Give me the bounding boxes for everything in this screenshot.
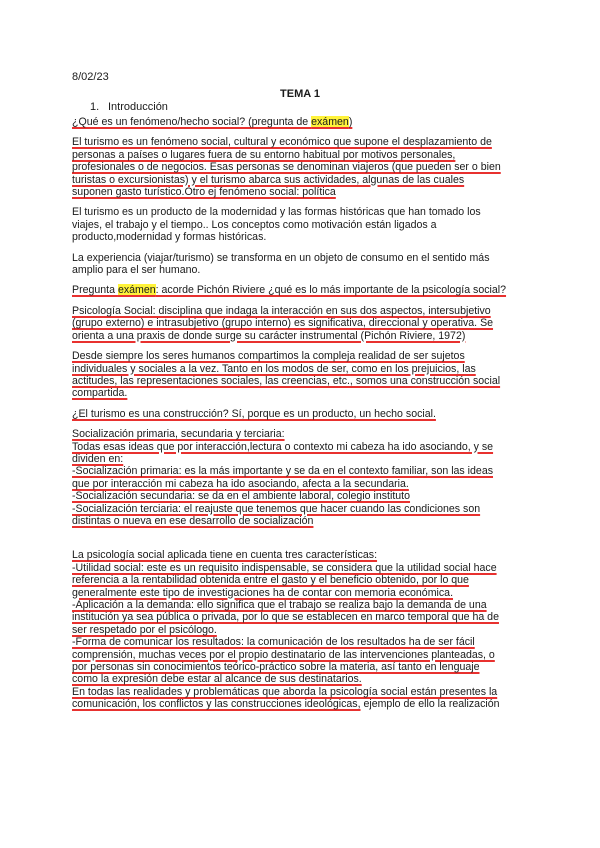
date-text: 8/02/23 bbox=[72, 71, 109, 83]
text-line: -Socialización terciaria: el reajuste que tenemos que hacer cuando las condiciones son bbox=[72, 502, 481, 515]
highlight-examen: exámen bbox=[311, 116, 349, 128]
question-2 bbox=[72, 284, 524, 296]
paragraph-construccion bbox=[72, 408, 524, 420]
text-line: -Socialización secundaria: se da en el ambiente laboral, colegio instituto bbox=[72, 490, 411, 503]
text-line: orienta a una praxis de donde surge su carácter instrumental (Pichón Riviere, 1972) bbox=[72, 329, 466, 342]
text-line: Desde siempre los seres humanos compartimos la compleja realidad de ser sujetos bbox=[72, 350, 465, 363]
highlight-examen: exámen bbox=[117, 284, 156, 297]
section-number: 1. bbox=[90, 101, 100, 113]
underlined-text: comunicación, los conflictos y las construcciones ideológicas, bbox=[72, 698, 361, 711]
paragraph-modernidad bbox=[72, 206, 524, 243]
text-line: actitudes, las representaciones sociales, las creencias, etc., somos una construcción social bbox=[72, 374, 501, 387]
question-1-text: ¿Qué es un fenómeno/hecho social? (pregunta de bbox=[72, 116, 312, 128]
paragraph-turismo-definicion bbox=[72, 136, 524, 198]
text-line: dividen en: bbox=[72, 452, 124, 465]
text-line: ser respetado por el psicólogo. bbox=[72, 623, 217, 636]
text-line: como la expresión debe estar al alcance de sus destinatarios. bbox=[72, 673, 362, 686]
text-line: (grupo externo) e intrasubjetivo (grupo interno) es significativa, direccional y operativa. Se bbox=[72, 317, 494, 330]
text-line: suponen gasto turístico.Otro ej fenómeno social: política bbox=[72, 186, 336, 199]
text-line: Todas esas ideas que por interacción,lectura o contexto mi cabeza ha ido asociando, y se bbox=[72, 440, 494, 453]
text-line: -Forma de comunicar los resultados: la comunicación de los resultados ha de ser fácil bbox=[72, 636, 475, 649]
text-line: profesionales o de negocios. Esas personas se denominan viajeros (que pueden ser o bien bbox=[72, 161, 501, 174]
question-1 bbox=[72, 116, 524, 128]
text-line: Psicología Social: disciplina que indaga la interacción en sus dos aspectos, intersubjetivo bbox=[72, 304, 491, 317]
plain-text: ejemplo de ello la realización bbox=[360, 698, 500, 711]
document-body bbox=[72, 116, 524, 719]
text-line: referencia a la rentabilidad obtenida entre el gasto y el beneficio obtenido, por lo que bbox=[72, 574, 469, 587]
section-heading bbox=[90, 101, 168, 113]
text-line: comprensión, muchas veces por el propio destinatario de las intervenciones planteadas, o bbox=[72, 648, 495, 661]
paragraph-socializacion bbox=[72, 428, 524, 527]
text-line: amplio para el ser humano. bbox=[72, 264, 201, 277]
text-line: La psicología social aplicada tiene en cuenta tres características: bbox=[72, 549, 378, 562]
text-line: que por interacción mi cabeza ha ido asociando, afecta a la secundaria. bbox=[72, 477, 409, 490]
text-line: individuales y sociales a la vez. Tanto en los modos de ser, como en los prejuicios, las bbox=[72, 362, 476, 375]
text-line: -Utilidad social: este es un requisito indispensable, se considera que la utilidad social hace bbox=[72, 561, 497, 574]
text-line: El turismo es un fenómeno social, cultural y económico que supone el desplazamiento de bbox=[72, 136, 492, 149]
paragraph-seres-humanos bbox=[72, 350, 524, 400]
text-line: viajes, el trabajo y el tiempo.. Los conceptos como motivación están ligados a bbox=[72, 218, 437, 231]
text-line: turistas o excursionistas) y el turismo abarca sus actividades, algunas de las cuales bbox=[72, 173, 465, 186]
text-line: -Socialización primaria: es la más importante y se da en el contexto familiar, son las ideas bbox=[72, 465, 494, 478]
paragraph-psicologia-social bbox=[72, 305, 524, 342]
section-label: Introducción bbox=[108, 101, 168, 113]
text-line: distintas o nueva en ese desarrollo de socialización bbox=[72, 514, 314, 527]
paragraph-experiencia bbox=[72, 252, 524, 277]
text-line: compartida. bbox=[72, 387, 128, 400]
text-line: La experiencia (viajar/turismo) se transforma en un objeto de consumo en el sentido más bbox=[72, 251, 490, 264]
text-line: por personas sin conocimientos teórico-práctico sobre la materia, así tanto en lenguaje bbox=[72, 661, 480, 674]
text-line-last bbox=[72, 698, 524, 710]
text-line: -Aplicación a la demanda: ello significa que el trabajo se realiza bajo la demanda de una bbox=[72, 599, 487, 611]
text-line: institución ya sea pública o privada, por lo que se establecen en marco temporal que ha de bbox=[72, 611, 499, 624]
text-line: ¿El turismo es una construcción? Sí, porque es un producto, un hecho social. bbox=[72, 407, 436, 420]
question-2-end: : acorde Pichón Riviere ¿qué es lo más importante de la psicología social? bbox=[155, 284, 507, 297]
text-line: En todas las realidades y problemáticas que aborda la psicología social están presentes la bbox=[72, 685, 498, 698]
document-title: TEMA 1 bbox=[280, 88, 320, 100]
text-line: El turismo es un producto de la modernidad y las formas históricas que han tomado los bbox=[72, 206, 481, 219]
text-line: Socialización primaria, secundaria y terciaria: bbox=[72, 428, 285, 441]
text-line: personas a países o lugares fuera de su entorno habitual por motivos personales, bbox=[72, 148, 456, 161]
text-line: producto,modernidad y formas históricas. bbox=[72, 231, 267, 244]
question-1-end: ) bbox=[348, 116, 353, 128]
text-line: generalmente este tipo de investigaciones ha de contar con memoria económica. bbox=[72, 586, 454, 599]
question-2-text: Pregunta bbox=[72, 284, 118, 297]
paragraph-psicologia-aplicada bbox=[72, 549, 524, 710]
